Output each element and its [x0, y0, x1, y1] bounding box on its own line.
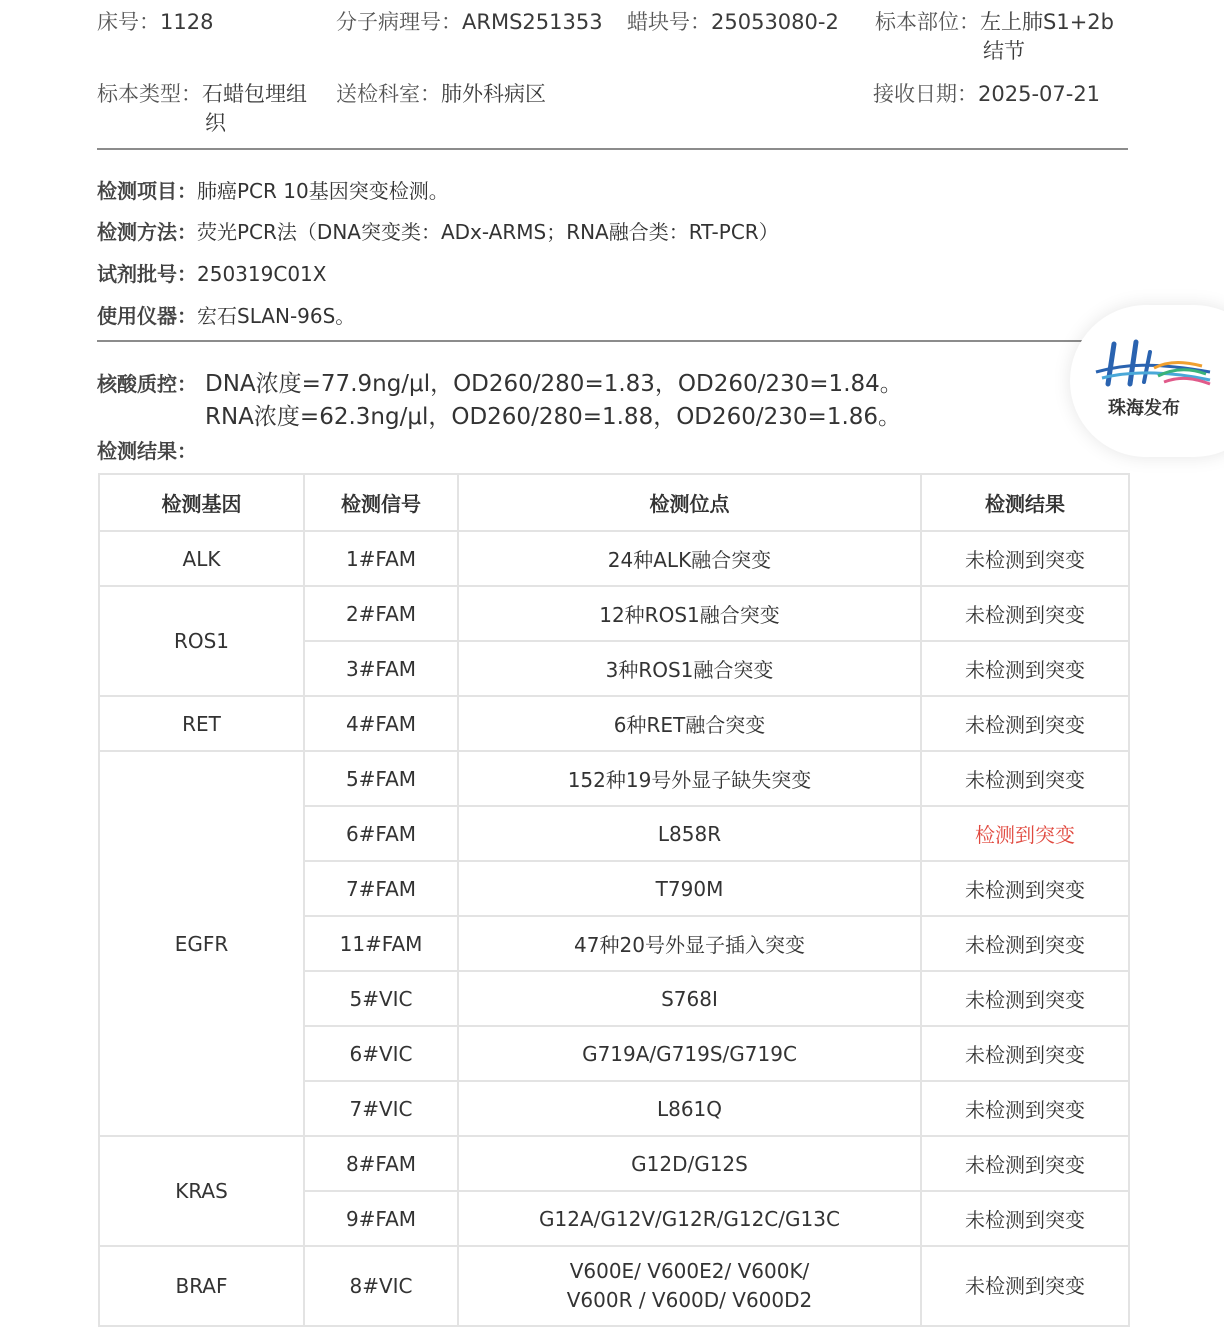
- specimen-site: 标本部位：左上肺S1+2b: [875, 10, 1114, 34]
- result-cell: 未检测到突变: [921, 1026, 1129, 1081]
- gene-cell: ROS1: [99, 586, 304, 696]
- result-cell: 未检测到突变: [921, 916, 1129, 971]
- site-cell: S768I: [458, 971, 921, 1026]
- submitting-department: 送检科室：肺外科病区: [336, 82, 546, 106]
- result-cell: 未检测到突变: [921, 696, 1129, 751]
- qc-label: 核酸质控：: [97, 372, 197, 396]
- zhuhai-logo-icon: [1094, 338, 1212, 390]
- table-row: [99, 696, 1129, 751]
- test-item: 检测项目：肺癌PCR 10基因突变检测。: [97, 179, 449, 203]
- site-line: V600E/ V600E2/ V600K/: [569, 1259, 810, 1283]
- header-result: 检测结果: [921, 474, 1129, 531]
- specimen-type: 标本类型：石蜡包埋组: [97, 82, 307, 106]
- gene-cell: ALK: [99, 531, 304, 586]
- table-row: [99, 1136, 1129, 1191]
- signal-cell: 7#VIC: [304, 1081, 458, 1136]
- site-cell: G719A/G719S/G719C: [458, 1026, 921, 1081]
- signal-cell: 8#VIC: [304, 1246, 458, 1326]
- site-cell: 12种ROS1融合突变: [458, 586, 921, 641]
- signal-cell: 11#FAM: [304, 916, 458, 971]
- signal-cell: 7#FAM: [304, 861, 458, 916]
- gene-cell: RET: [99, 696, 304, 751]
- specimen-type-cont: 织: [205, 111, 226, 135]
- instrument: 使用仪器：宏石SLAN-96S。: [97, 304, 356, 328]
- result-cell: 未检测到突变: [921, 1081, 1129, 1136]
- result-cell: 未检测到突变: [921, 641, 1129, 696]
- header-site: 检测位点: [458, 474, 921, 531]
- signal-cell: 9#FAM: [304, 1191, 458, 1246]
- table-row: [99, 531, 1129, 586]
- site-cell: L861Q: [458, 1081, 921, 1136]
- result-cell: 未检测到突变: [921, 1136, 1129, 1191]
- result-cell: 未检测到突变: [921, 531, 1129, 586]
- site-cell: G12A/G12V/G12R/G12C/G13C: [458, 1191, 921, 1246]
- specimen-site-cont: 结节: [983, 39, 1025, 63]
- site-cell: G12D/G12S: [458, 1136, 921, 1191]
- site-cell: 3种ROS1融合突变: [458, 641, 921, 696]
- signal-cell: 6#FAM: [304, 806, 458, 861]
- signal-cell: 5#VIC: [304, 971, 458, 1026]
- signal-cell: 2#FAM: [304, 586, 458, 641]
- signal-cell: 4#FAM: [304, 696, 458, 751]
- site-cell: 6种RET融合突变: [458, 696, 921, 751]
- result-cell: 未检测到突变: [921, 971, 1129, 1026]
- result-cell-positive: 检测到突变: [921, 806, 1129, 861]
- gene-cell: KRAS: [99, 1136, 304, 1246]
- site-line: V600R / V600D/ V600D2: [566, 1288, 813, 1312]
- test-method: 检测方法：荧光PCR法（DNA突变类：ADx-ARMS；RNA融合类：RT-PCR）: [97, 220, 779, 244]
- divider: [97, 340, 1082, 342]
- bed-number: 床号：1128: [97, 10, 214, 34]
- received-date: 接收日期：2025-07-21: [873, 82, 1101, 106]
- site-cell: L858R: [458, 806, 921, 861]
- site-cell: [458, 1246, 921, 1326]
- result-cell: 未检测到突变: [921, 586, 1129, 641]
- site-cell: 47种20号外显子插入突变: [458, 916, 921, 971]
- result-cell: 未检测到突变: [921, 1246, 1129, 1326]
- table-header-row: [99, 474, 1129, 531]
- results-table: [98, 473, 1130, 1327]
- gene-cell: EGFR: [99, 751, 304, 1136]
- signal-cell: 5#FAM: [304, 751, 458, 806]
- result-label: 检测结果：: [97, 439, 197, 463]
- molecular-pathology-number: 分子病理号：ARMS251353: [336, 10, 603, 34]
- signal-cell: 8#FAM: [304, 1136, 458, 1191]
- site-cell: 24种ALK融合突变: [458, 531, 921, 586]
- result-cell: 未检测到突变: [921, 861, 1129, 916]
- watermark-text: 珠海发布: [1108, 398, 1180, 419]
- gene-cell: BRAF: [99, 1246, 304, 1326]
- divider: [97, 148, 1128, 150]
- table-row: [99, 1246, 1129, 1326]
- reagent-batch: 试剂批号：250319C01X: [97, 262, 327, 286]
- table-row: [99, 751, 1129, 806]
- wax-block-number: 蜡块号：25053080-2: [627, 10, 839, 34]
- site-cell: 152种19号外显子缺失突变: [458, 751, 921, 806]
- header-gene: 检测基因: [99, 474, 304, 531]
- qc-rna: RNA浓度=62.3ng/μl，OD260/280=1.88，OD260/230=1.86。: [205, 404, 902, 430]
- header-signal: 检测信号: [304, 474, 458, 531]
- qc-dna: DNA浓度=77.9ng/μl，OD260/280=1.83，OD260/230=1.84。: [205, 371, 903, 397]
- site-cell: T790M: [458, 861, 921, 916]
- signal-cell: 3#FAM: [304, 641, 458, 696]
- result-cell: 未检测到突变: [921, 751, 1129, 806]
- signal-cell: 6#VIC: [304, 1026, 458, 1081]
- result-cell: 未检测到突变: [921, 1191, 1129, 1246]
- table-row: [99, 586, 1129, 641]
- signal-cell: 1#FAM: [304, 531, 458, 586]
